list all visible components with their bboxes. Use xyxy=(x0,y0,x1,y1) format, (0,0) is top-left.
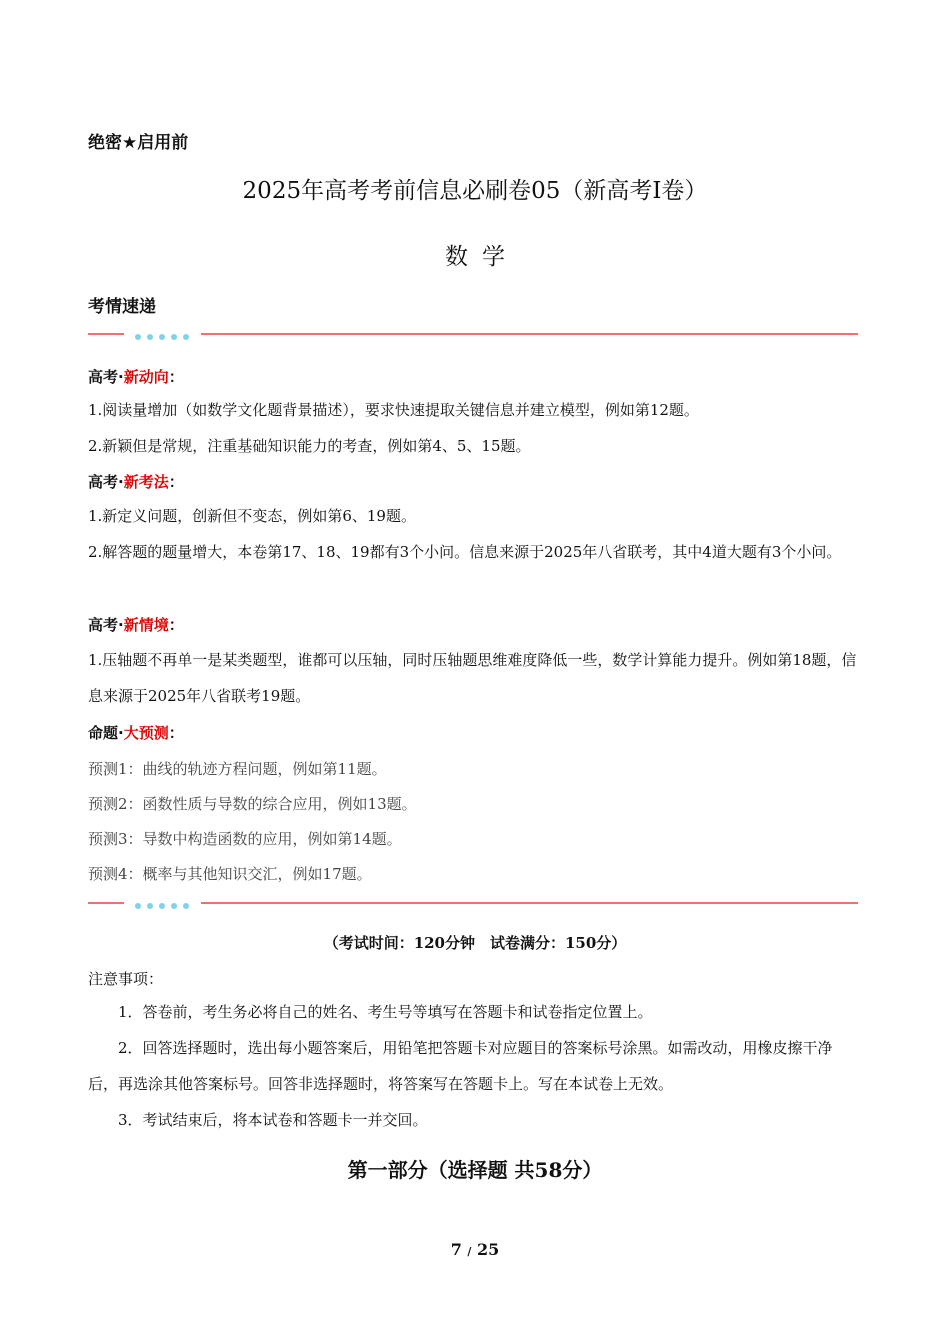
page-total: 25 xyxy=(477,1240,500,1259)
page-current: 7 xyxy=(450,1240,462,1259)
section-label-new-trend: 高考·新动向： xyxy=(88,368,184,386)
section-label-prediction: 命题·大预测： xyxy=(88,724,184,742)
section-text-new-method xyxy=(88,498,860,570)
section-label-new-method: 高考·新考法： xyxy=(88,473,184,491)
prediction-1: 预测1：曲线的轨迹方程问题，例如第11题。 xyxy=(88,760,387,778)
bottom-divider xyxy=(88,897,858,909)
subject-title: 数学 xyxy=(445,244,519,270)
notice-item-1: 1．答卷前，考生务必将自己的姓名、考生号等填写在答题卡和试卷指定位置上。 xyxy=(118,1003,653,1021)
top-divider xyxy=(88,328,858,340)
info-line: 2.解答题的题量增大，本卷第17、18、19都有3个小问。信息来源于2025年八省联考，其中4道大题有3个小问。 xyxy=(88,543,842,561)
page-number xyxy=(0,1240,950,1259)
notice-item-2: 2．回答选择题时，选出每小题答案后，用铅笔把答题卡对应题目的答案标号涂黑。如需改动，用橡皮擦干净后，再选涂其他答案标号。回答非选择题时，将答案写在答题卡上。写在本试卷上无效。 xyxy=(88,1039,833,1093)
info-line: 1.压轴题不再单一是某类题型，谁都可以压轴，同时压轴题思维难度降低一些，数学计算能力提升。例如第18题，信息来源于2025年八省联考19题。 xyxy=(88,651,857,705)
page-separator: / xyxy=(467,1245,472,1258)
notice-title: 注意事项： xyxy=(88,970,164,988)
exam-time-score: （考试时间：120分钟 试卷满分：150分） xyxy=(323,934,627,952)
info-line: 2.新颖但是常规，注重基础知识能力的考查，例如第4、5、15题。 xyxy=(88,437,531,455)
info-line: 1.阅读量增加（如数学文化题背景描述），要求快速提取关键信息并建立模型，例如第12题。 xyxy=(88,401,699,419)
section-text-new-context xyxy=(88,642,860,714)
section-text-new-trend xyxy=(88,392,860,464)
notice-item-3: 3．考试结束后，将本试卷和答题卡一并交回。 xyxy=(118,1111,428,1129)
prediction-2: 预测2：函数性质与导数的综合应用，例如13题。 xyxy=(88,795,417,813)
exam-title: 2025年高考考前信息必刷卷05（新高考Ⅰ卷） xyxy=(242,178,708,204)
confidential-mark: 绝密★启用前 xyxy=(88,133,189,153)
info-heading: 考情速递 xyxy=(88,297,156,317)
part-one-heading: 第一部分（选择题 共58分） xyxy=(347,1158,603,1182)
prediction-3: 预测3：导数中构造函数的应用，例如第14题。 xyxy=(88,830,402,848)
prediction-4: 预测4：概率与其他知识交汇，例如17题。 xyxy=(88,865,372,883)
info-line: 1.新定义问题，创新但不变态，例如第6、19题。 xyxy=(88,507,416,525)
section-label-new-context: 高考·新情境： xyxy=(88,616,184,634)
